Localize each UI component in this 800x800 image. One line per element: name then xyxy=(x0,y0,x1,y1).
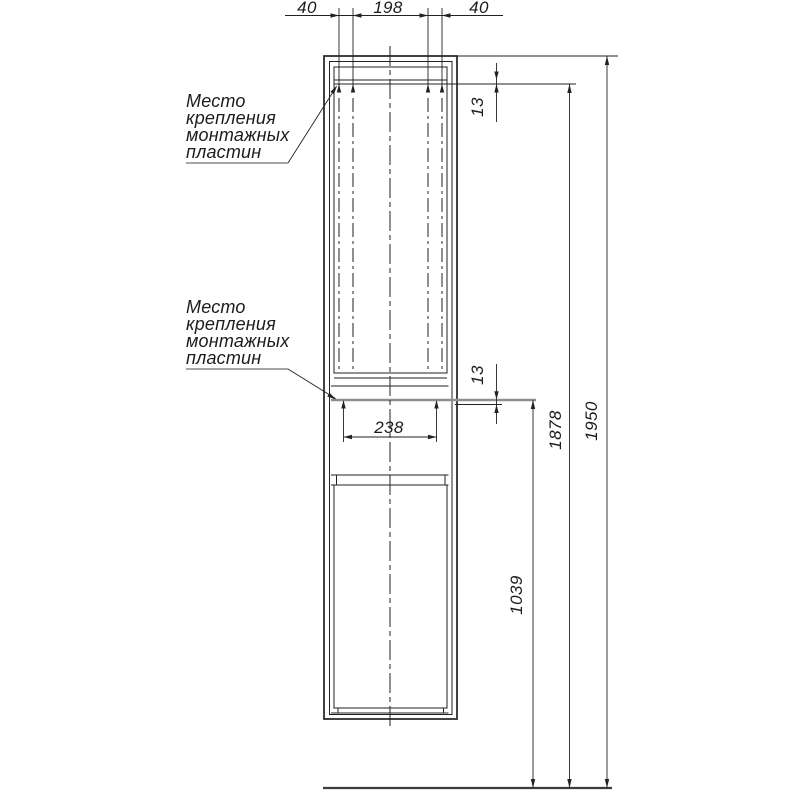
mounting-label-bottom-line3: монтажных xyxy=(186,331,290,351)
cabinet-inner-outline xyxy=(330,62,453,715)
arrow-plate-top-3 xyxy=(426,84,430,93)
dim-1878: 1878 xyxy=(546,410,565,450)
arrow-1950-bottom xyxy=(605,779,609,788)
mounting-label-top-line2: крепления xyxy=(186,108,276,128)
arrow-238-right xyxy=(428,435,437,439)
dim-13-top: 13 xyxy=(468,97,487,117)
arrow-1950-top xyxy=(605,56,609,65)
dim-top-left-40: 40 xyxy=(297,0,317,17)
leader-bottom-diagonal xyxy=(288,369,336,399)
dim-1039: 1039 xyxy=(507,575,526,615)
arrow-1878-top xyxy=(567,84,571,93)
dimension-texts xyxy=(297,0,601,615)
arrow-top-198l xyxy=(353,13,362,17)
dim-1950: 1950 xyxy=(582,401,601,441)
arrow-plate-top-2 xyxy=(351,84,355,93)
arrow-13top-up xyxy=(494,84,498,93)
mounting-label-bottom xyxy=(186,297,290,368)
arrow-238-left xyxy=(344,435,353,439)
mounting-label-top-line3: монтажных xyxy=(186,125,290,145)
cabinet-structure-lines xyxy=(324,56,618,719)
mounting-label-top xyxy=(186,91,290,162)
arrow-top-198r xyxy=(420,13,429,17)
dim-top-right-40: 40 xyxy=(469,0,489,17)
dim-13-bottom: 13 xyxy=(468,365,487,385)
arrow-13bottom-up xyxy=(494,405,498,414)
mounting-label-top-line4: пластин xyxy=(186,142,262,162)
arrow-top-40r xyxy=(442,13,451,17)
arrow-1878-bottom xyxy=(567,779,571,788)
mounting-label-bottom-line4: пластин xyxy=(186,348,262,368)
arrow-1039-top xyxy=(531,400,535,409)
arrow-13top-down xyxy=(494,72,498,81)
dim-top-center-198: 198 xyxy=(373,0,403,17)
arrow-plate-top-1 xyxy=(337,84,341,93)
arrow-1039-bottom xyxy=(531,779,535,788)
arrow-plate-top-4 xyxy=(440,84,444,93)
arrow-top-40l xyxy=(331,13,340,17)
mounting-label-bottom-line1: Место xyxy=(186,297,246,317)
mounting-label-top-line1: Место xyxy=(186,91,246,111)
arrow-13bottom-down xyxy=(494,391,498,400)
dim-238: 238 xyxy=(374,418,404,437)
mounting-label-bottom-line2: крепления xyxy=(186,314,276,334)
